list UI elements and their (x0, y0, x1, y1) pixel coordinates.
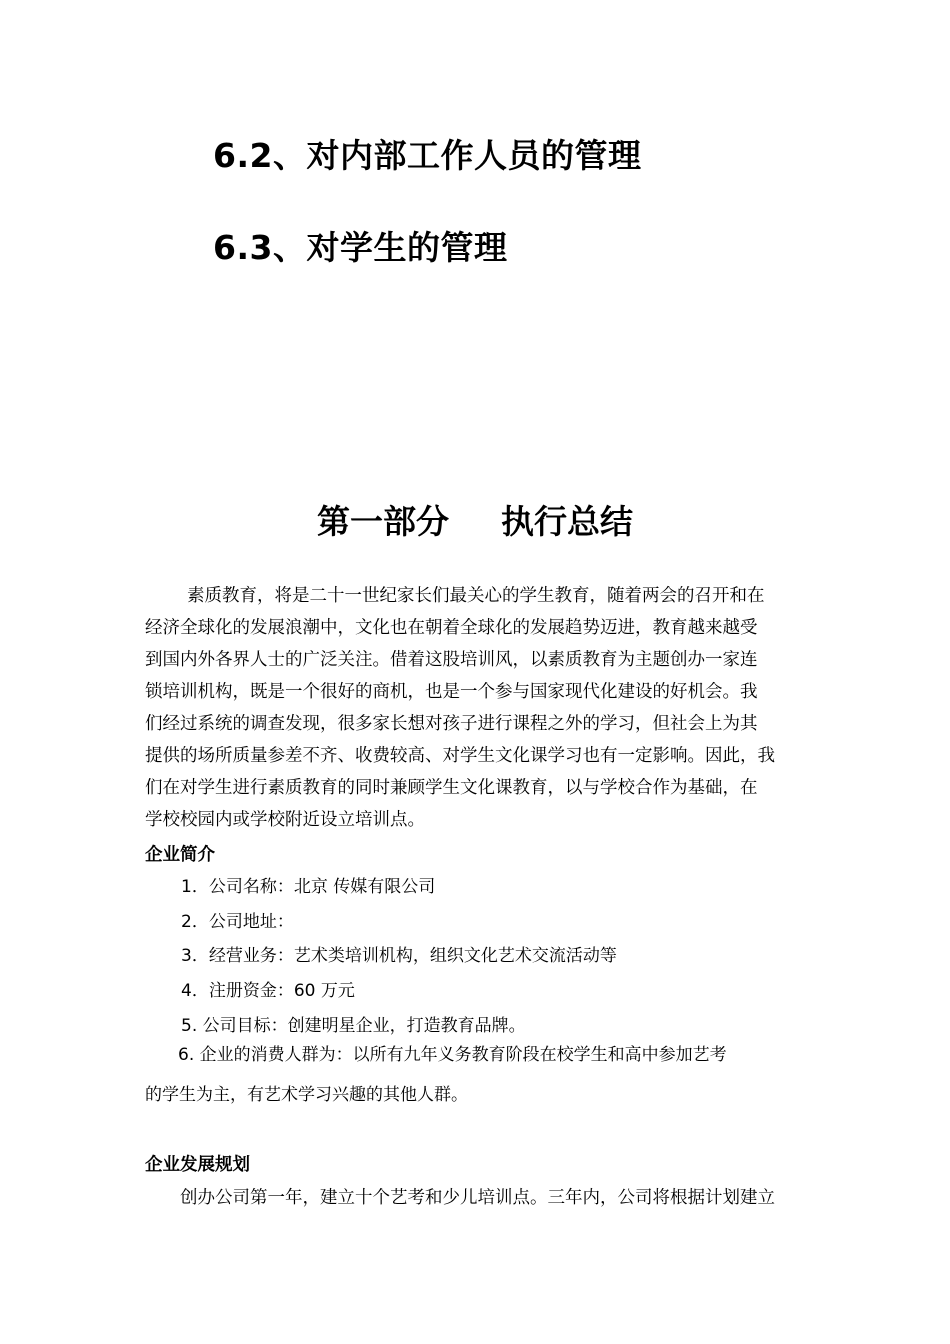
toc-item-6-2: 6.2、对内部工作人员的管理 (213, 136, 642, 175)
intro-line: 们在对学生进行素质教育的同时兼顾学生文化课教育，以与学校合作为基础，在 (145, 778, 758, 798)
company-intro-heading: 企业简介 (145, 845, 215, 865)
intro-line: 学校校园内或学校附近设立培训点。 (145, 810, 425, 830)
company-intro-item: 4．注册资金：60 万元 (181, 981, 355, 1001)
company-intro-item-6-line: 的学生为主，有艺术学习兴趣的其他人群。 (145, 1085, 468, 1105)
development-line: 创办公司第一年，建立十个艺考和少儿培训点。三年内，公司将根据计划建立 (180, 1188, 775, 1208)
development-heading: 企业发展规划 (145, 1155, 250, 1175)
intro-line: 到国内外各界人士的广泛关注。借着这股培训风，以素质教育为主题创办一家连 (145, 650, 758, 670)
company-intro-item: 5. 公司目标：创建明星企业，打造教育品牌。 (181, 1016, 526, 1036)
company-intro-item: 2．公司地址： (181, 912, 294, 932)
part-number: 第一部分 (317, 502, 449, 541)
intro-line: 素质教育，将是二十一世纪家长们最关心的学生教育，随着两会的召开和在 (187, 586, 765, 606)
company-intro-item-6 (145, 1043, 809, 1107)
intro-line: 锁培训机构，既是一个很好的商机，也是一个参与国家现代化建设的好机会。我 (145, 682, 758, 702)
toc-item-6-3: 6.3、对学生的管理 (213, 228, 508, 267)
intro-line: 们经过系统的调查发现，很多家长想对孩子进行课程之外的学习，但社会上为其 (145, 714, 758, 734)
part-heading: 执行总结 (501, 502, 633, 541)
intro-line: 提供的场所质量参差不齐、收费较高、对学生文化课学习也有一定影响。因此，我 (145, 746, 775, 766)
company-intro-item: 1．公司名称：北京 传媒有限公司 (181, 877, 436, 897)
intro-line: 经济全球化的发展浪潮中，文化也在朝着全球化的发展趋势迈进，教育越来越受 (145, 618, 758, 638)
company-intro-item-6-line: 6. 企业的消费人群为：以所有九年义务教育阶段在校学生和高中参加艺考 (178, 1045, 727, 1065)
part-title (0, 496, 950, 543)
intro-paragraph (145, 580, 809, 836)
company-intro-item: 3．经营业务：艺术类培训机构，组织文化艺术交流活动等 (181, 946, 617, 966)
